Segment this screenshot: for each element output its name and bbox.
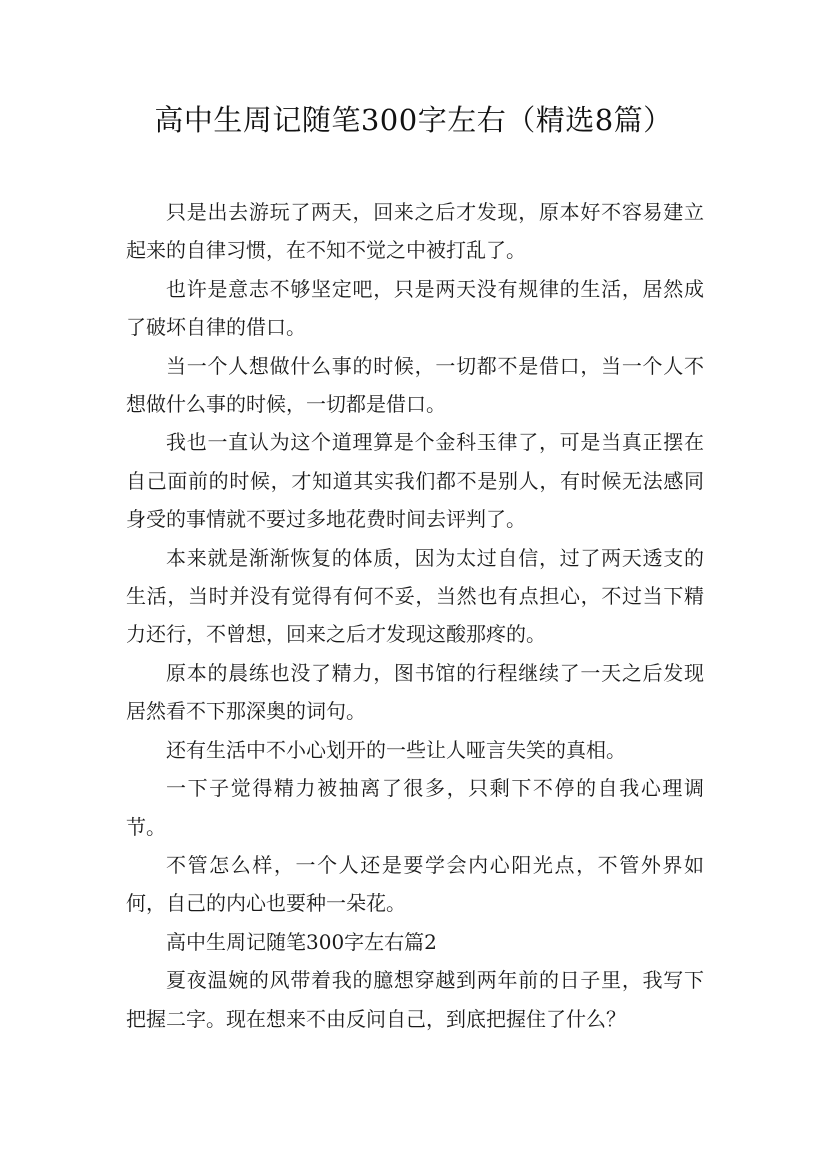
paragraph: 还有生活中不小心划开的一些让人哑言失笑的真相。 [166, 737, 626, 762]
paragraph: 我也一直认为这个道理算是个金科玉律了，可是当真正摆在自己面前的时候，才知道其实我们都不是别人，有时候无法感同身受的事情就不要过多地花费时间去评判了。 [126, 430, 704, 532]
paragraph: 一下子觉得精力被抽离了很多，只剩下不停的自我心理调节。 [126, 776, 704, 839]
document-title: 高中生周记随笔300字左右（精选8篇） [154, 103, 673, 137]
paragraph: 不管怎么样，一个人还是要学会内心阳光点，不管外界如何，自己的内心也要种一朵花。 [126, 852, 704, 916]
paragraph: 夏夜温婉的风带着我的臆想穿越到两年前的日子里，我写下把握二字。现在想来不由反问自己，到底把握住了什么？ [126, 968, 704, 1031]
paragraph: 本来就是渐渐恢复的体质，因为太过自信，过了两天透支的生活，当时并没有觉得有何不妥，当然也有点担心，不过当下精力还行，不曾想，回来之后才发现这酸那疼的。 [126, 545, 704, 647]
paragraph: 只是出去游玩了两天，回来之后才发现，原本好不容易建立起来的自律习惯，在不知不觉之中被打乱了。 [126, 200, 704, 263]
paragraph: 当一个人想做什么事的时候，一切都不是借口，当一个人不想做什么事的时候，一切都是借口。 [126, 353, 704, 417]
document-body [126, 193, 704, 1038]
paragraph: 原本的晨练也没了精力，图书馆的行程继续了一天之后发现居然看不下那深奥的词句。 [126, 660, 704, 724]
paragraph: 也许是意志不够坚定吧，只是两天没有规律的生活，居然成了破坏自律的借口。 [126, 276, 704, 340]
section-heading: 高中生周记随笔300字左右篇2 [166, 929, 437, 954]
